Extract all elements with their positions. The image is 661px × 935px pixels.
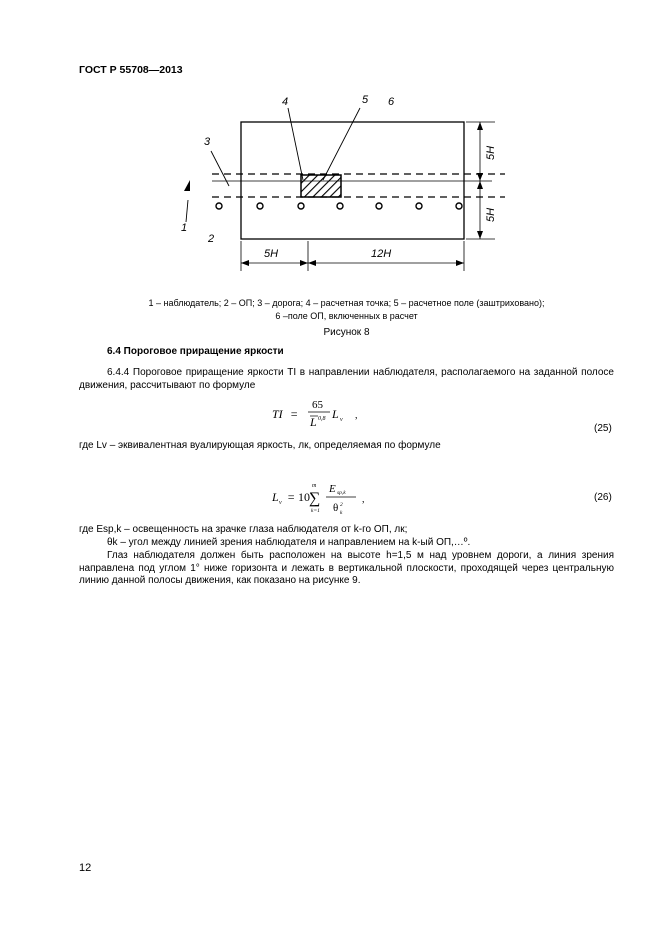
figure-title: Рисунок 8 xyxy=(323,327,370,338)
svg-text:TI: TI xyxy=(272,407,283,421)
svg-text:65: 65 xyxy=(312,399,323,411)
svg-text:sp,k: sp,k xyxy=(337,490,346,496)
svg-text:v: v xyxy=(340,417,343,423)
luminaire xyxy=(257,203,263,209)
road-layout-figure xyxy=(0,0,661,320)
observer-marker xyxy=(184,180,190,191)
svg-text:E: E xyxy=(329,483,336,495)
svg-text:=: = xyxy=(290,407,299,421)
paragraph-lv-definition: где Lv – эквивалентная вуалирующая яркость, лк, определяемая по формуле xyxy=(79,440,441,451)
paragraph-esp-definition: где Esp,k – освещенность на зрачке глаза наблюдателя от k-го ОП, лк; xyxy=(79,524,408,535)
luminaire xyxy=(456,203,462,209)
luminaire xyxy=(376,203,382,209)
svg-text:k: k xyxy=(340,510,343,516)
svg-text:=: = xyxy=(287,490,296,504)
label-2: 2 xyxy=(208,233,215,245)
luminaire xyxy=(216,203,222,209)
calculation-field xyxy=(301,175,341,197)
equation-25-number: (25) xyxy=(594,423,612,434)
label-4: 4 xyxy=(282,96,289,108)
svg-text:L: L xyxy=(310,415,317,429)
svg-text:L: L xyxy=(272,490,279,504)
svg-text:10: 10 xyxy=(298,490,310,504)
label-6: 6 xyxy=(388,96,395,108)
document-header: ГОСТ Р 55708—2013 xyxy=(79,64,183,76)
svg-text:,: , xyxy=(355,410,358,421)
paragraph-theta-definition: θk – угол между линией зрения наблюдателя и направлением на k-ый ОП,…º. xyxy=(107,537,471,548)
equation-25 xyxy=(270,396,370,432)
label-1: 1 xyxy=(181,222,188,234)
label-3: 3 xyxy=(204,136,211,148)
figure-caption-line2: 6 –поле ОП, включенных в расчет xyxy=(275,311,418,321)
paragraph-6-4-4: 6.4.4 Пороговое приращение яркости TI в направлении наблюдателя, располагаемого на заданной полосе движения, рассчитывают по формуле xyxy=(79,367,614,391)
figure-caption-line1: 1 – наблюдатель; 2 – ОП; 3 – дорога; 4 – расчетная точка; 5 – расчетное поле (заштриховано); xyxy=(148,298,545,308)
svg-text:0,8: 0,8 xyxy=(318,416,326,422)
dim-12h: 12H xyxy=(371,248,392,260)
svg-text:v: v xyxy=(279,500,282,506)
svg-text:2: 2 xyxy=(340,502,343,508)
dim-5h-top: 5H xyxy=(485,145,497,160)
svg-text:θ: θ xyxy=(333,502,339,514)
svg-text:m: m xyxy=(312,483,317,489)
dim-5h-left: 5H xyxy=(264,248,279,260)
luminaire xyxy=(416,203,422,209)
equation-26-number: (26) xyxy=(594,492,612,503)
paragraph-observer-eye: Глаз наблюдателя должен быть расположен на высоте h=1,5 м над уровнем дороги, а линия зрения направлена под углом 1° ниже горизонта и лежать в вертикальной плоскости, проходящей через центральную линию данной полосы движения, как показано на рисунке 9. xyxy=(79,550,614,586)
label-5: 5 xyxy=(362,94,369,106)
luminaire xyxy=(337,203,343,209)
luminaire-field-rect xyxy=(241,122,464,239)
page-number: 12 xyxy=(79,862,92,874)
dim-5h-bottom: 5H xyxy=(485,207,497,222)
svg-text:k=1: k=1 xyxy=(311,508,320,514)
svg-text:L: L xyxy=(332,407,339,421)
svg-text:,: , xyxy=(362,494,365,505)
equation-26 xyxy=(270,480,370,520)
luminaire xyxy=(298,203,304,209)
svg-text:∑: ∑ xyxy=(309,490,321,507)
section-title: 6.4 Пороговое приращение яркости xyxy=(107,346,284,357)
luminaires xyxy=(216,203,462,209)
